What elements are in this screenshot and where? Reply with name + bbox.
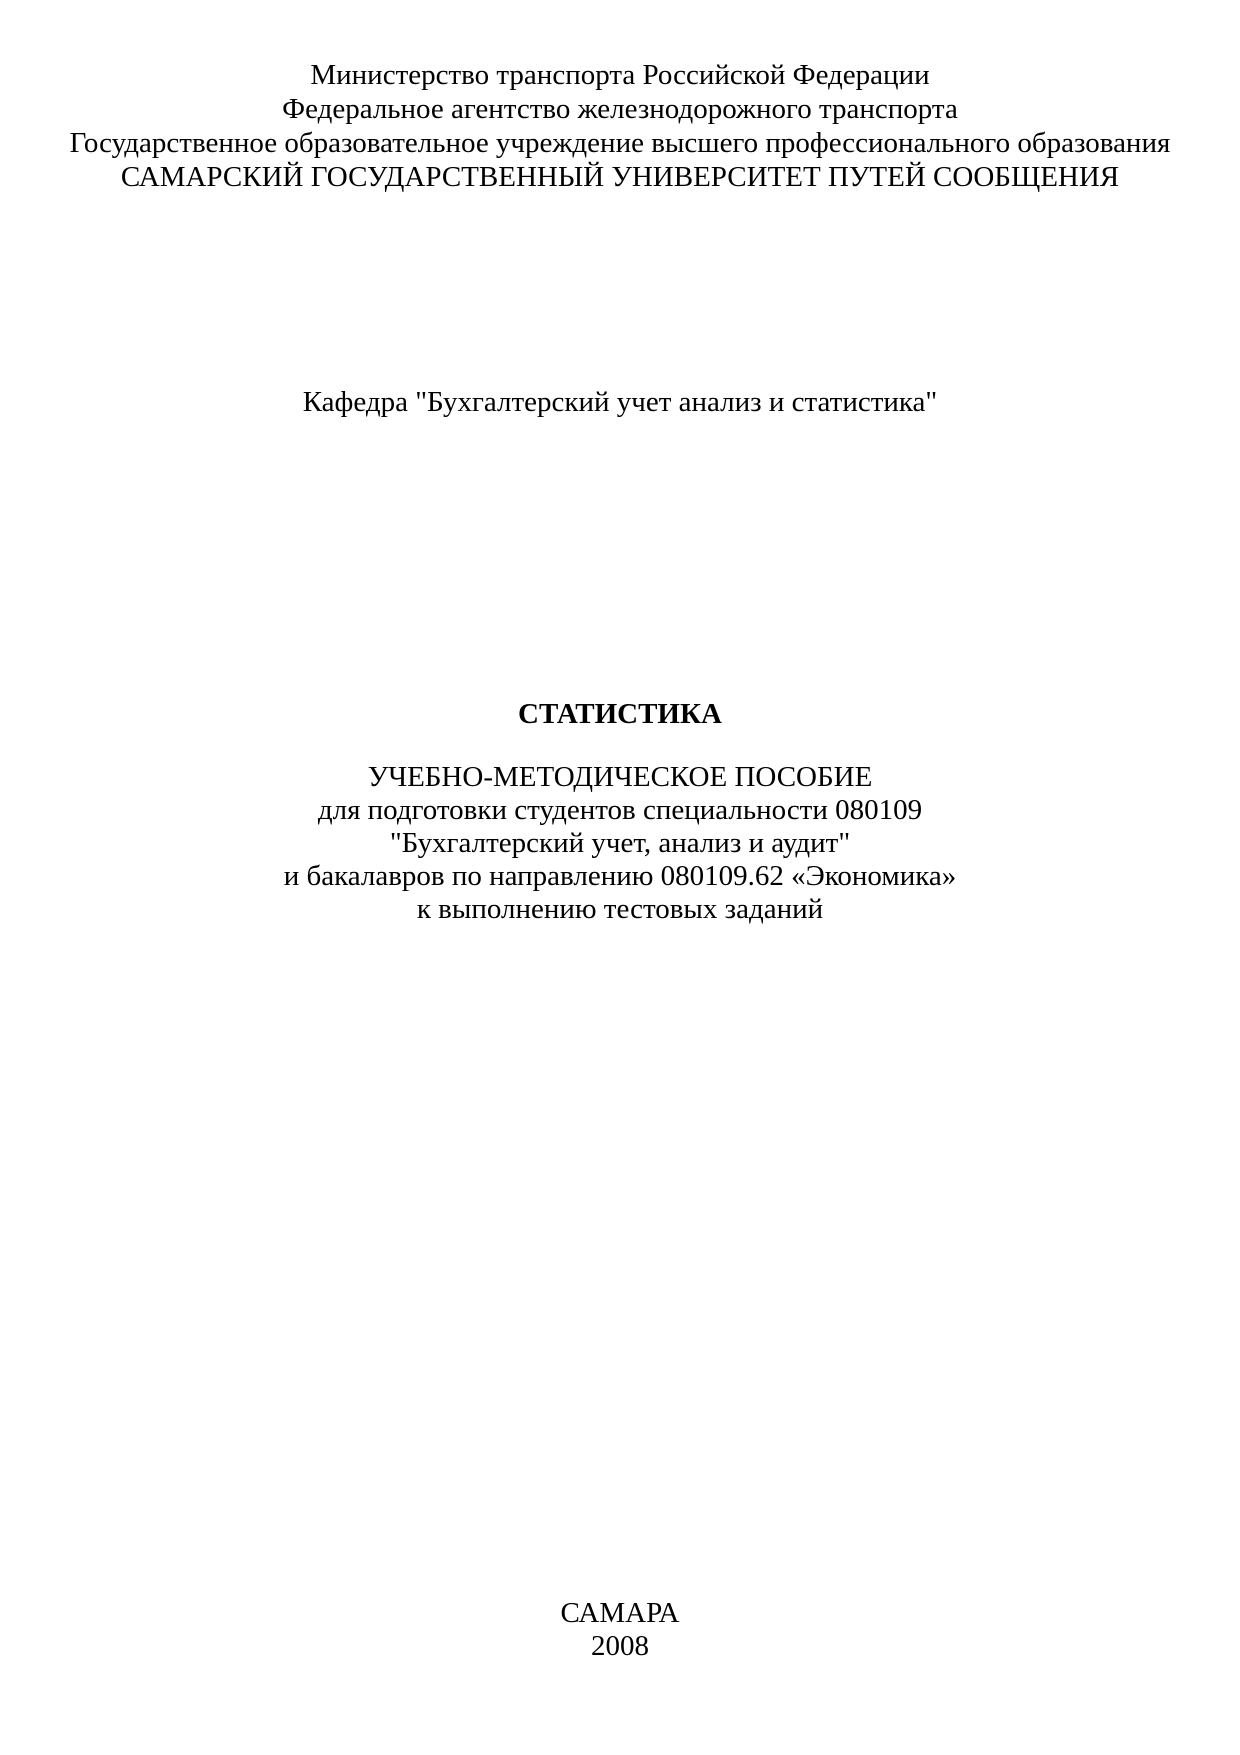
city: САМАРА — [560, 1597, 680, 1629]
institution-type-line: Государственное образовательное учреждение высшего профессионального образования — [69, 127, 1171, 159]
year: 2008 — [591, 1630, 649, 1662]
agency-line: Федеральное агентство железнодорожного транспорта — [282, 93, 958, 125]
ministry-line: Министерство транспорта Российской Федерации — [310, 59, 930, 91]
department-name: Кафедра "Бухгалтерский учет анализ и статистика" — [302, 386, 938, 418]
university-name: САМАРСКИЙ ГОСУДАРСТВЕННЫЙ УНИВЕРСИТЕТ ПУТЕЙ СООБЩЕНИЯ — [120, 161, 1120, 193]
subtitle-line-4: и бакалавров по направлению 080109.62 «Экономика» — [283, 860, 957, 892]
subtitle-line-5: к выполнению тестовых заданий — [416, 893, 824, 925]
subtitle-line-1: УЧЕБНО-МЕТОДИЧЕСКОЕ ПОСОБИЕ — [367, 761, 873, 793]
document-title: СТАТИСТИКА — [518, 698, 722, 730]
subtitle-line-2: для подготовки студентов специальности 080109 — [317, 794, 923, 826]
subtitle-line-3: "Бухгалтерский учет, анализ и аудит" — [389, 827, 851, 859]
